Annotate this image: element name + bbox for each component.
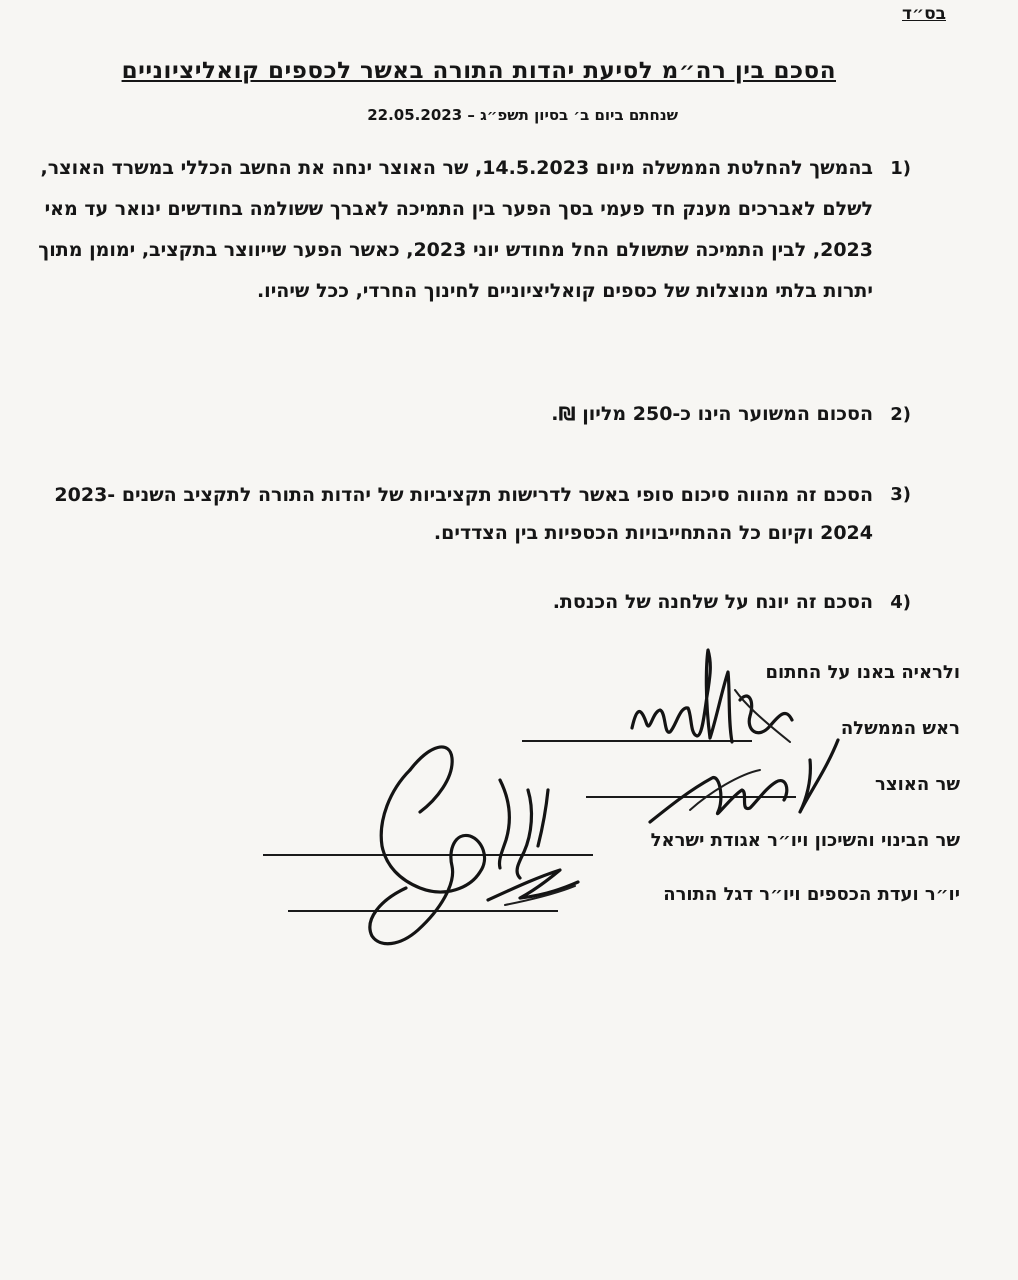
signature-pm (632, 650, 792, 742)
signature-intro: ולראיה באנו על החתום (765, 662, 960, 683)
signatory-title-housing: שר הבינוי והשיכון ויו״ר אגודת ישראל (650, 830, 960, 851)
document-subtitle: שנחתם ביום ב׳ בסיון תשפ״ג – 22.05.2023 (367, 106, 678, 124)
signatory-title-committee: יו״ר ועדת הכספים ויו״ר דגל התורה (663, 884, 960, 905)
signatory-title-pm: ראש הממשלה (840, 718, 960, 739)
clause-text: בהמשך להחלטת הממשלה מיום 14.5.2023, שר האוצר ינחה את החשב הכללי במשרד האוצר, לשלם לאברכים מענק חד פעמי בסך הפער בין התמיכה לאברך ששולמה בחודשים ינואר עד מאי 2023, לבין התמיכה שתשולם החל מחודש יוני 2023, כאשר הפער שייווצר בתקציב, ימומן מתוך יתרות בלתי מנוצלות של כספים קואליציוניים לחינוך החרדי, ככל שיהיו. (38, 157, 873, 302)
clause-number: 4) (890, 592, 911, 613)
clause-number: 3) (890, 484, 911, 505)
signature-finance (650, 740, 838, 822)
clause-number: 2) (890, 404, 911, 425)
clause-text: הסכם זה יונח על שלחנה של הכנסת. (552, 591, 873, 613)
signatory-title-finance: שר האוצר (875, 774, 960, 795)
clause-text: הסכם זה מהווה סיכום סופי באשר לדרישות תקציביות של יהדות התורה לתקציב השנים 2023-2024 וקיום כל ההתחייבויות הכספיות בין הצדדים. (54, 484, 873, 544)
clause-number: 1) (890, 158, 911, 179)
signature-housing (370, 747, 548, 944)
signature-committee (488, 870, 578, 905)
clause-text: הסכום המשוער הינו כ-250 מליון ₪. (551, 403, 873, 425)
document-title: הסכם בין רה״מ לסיעת יהדות התורה באשר לכספים קואליציוניים (121, 58, 836, 84)
bsd-mark: בס״ד (902, 4, 946, 24)
